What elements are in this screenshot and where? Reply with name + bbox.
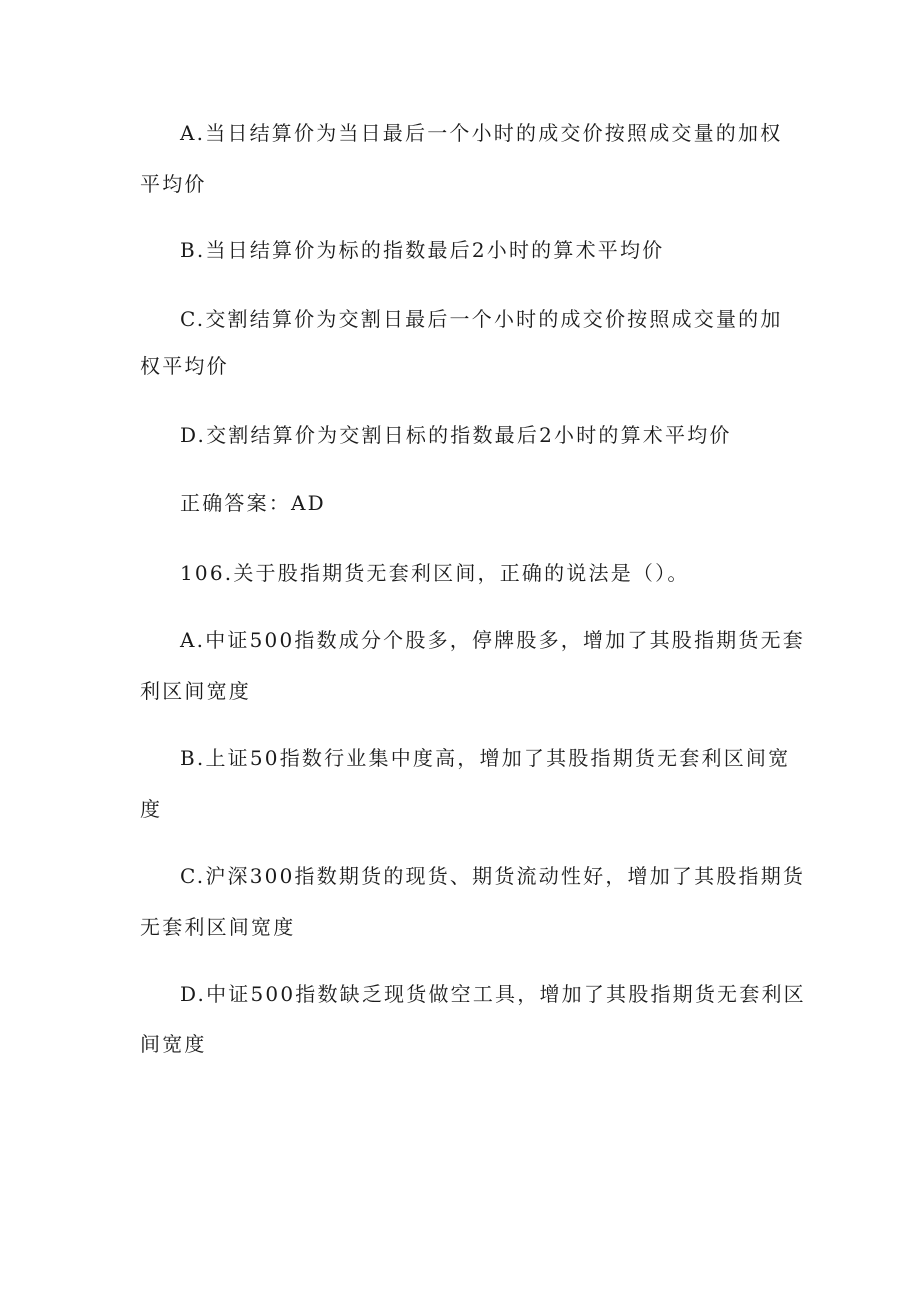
- option-a-line-1: A.当日结算价为当日最后一个小时的成交价按照成交量的加权: [180, 121, 783, 145]
- q106-option-b-line-1: B.上证50指数行业集中度高，增加了其股指期货无套利区间宽: [180, 746, 791, 770]
- option-d-line-1: D.交割结算价为交割日标的指数最后2小时的算术平均价: [180, 423, 732, 447]
- q106-option-a-line-2: 利区间宽度: [140, 679, 251, 703]
- option-c-line-2: 权平均价: [140, 354, 229, 378]
- option-c-line-1: C.交割结算价为交割日最后一个小时的成交价按照成交量的加: [180, 307, 783, 331]
- q106-option-b-line-2: 度: [140, 797, 163, 821]
- q106-option-d-line-2: 间宽度: [140, 1032, 207, 1056]
- q106-option-c-line-2: 无套利区间宽度: [140, 915, 296, 939]
- answer-line: 正确答案：AD: [180, 491, 326, 515]
- q106-option-a-line-1: A.中证500指数成分个股多，停牌股多，增加了其股指期货无套: [180, 628, 805, 652]
- q106-option-d-line-1: D.中证500指数缺乏现货做空工具，增加了其股指期货无套利区: [180, 982, 806, 1006]
- option-a-line-2: 平均价: [140, 172, 207, 196]
- q106-option-c-line-1: C.沪深300指数期货的现货、期货流动性好，增加了其股指期货: [180, 864, 806, 888]
- question-106: 106.关于股指期货无套利区间，正确的说法是（）。: [180, 561, 690, 585]
- option-b-line-1: B.当日结算价为标的指数最后2小时的算术平均价: [180, 238, 665, 262]
